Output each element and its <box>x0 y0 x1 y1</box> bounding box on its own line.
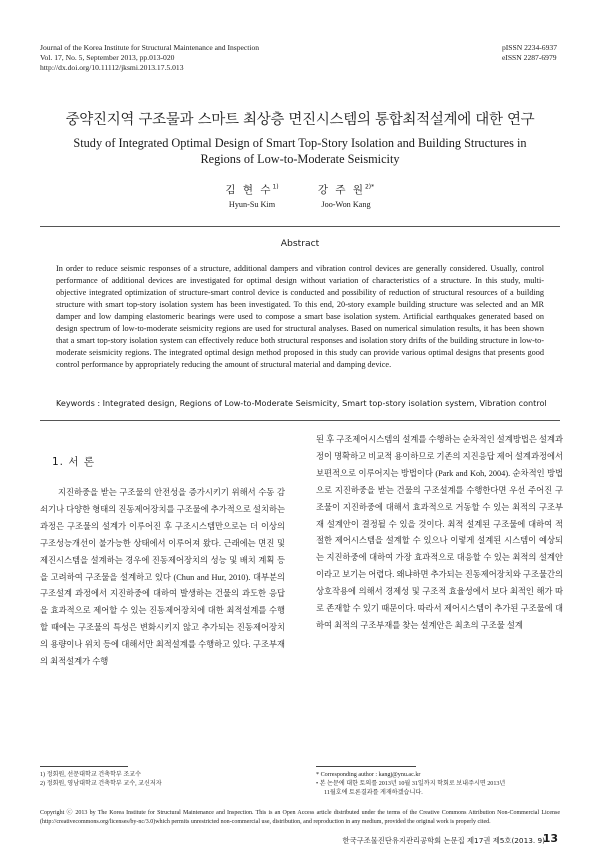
english-title: Study of Integrated Optimal Design of Smart Top-Story Isolation and Building Structures in Regions of Low-to-Moderate Seismicity <box>73 136 527 166</box>
intro-paragraph-left: 지진하중을 받는 구조물의 안전성을 증가시키기 위해서 수동 감쇠기나 다양한 형태의 진동제어장치를 구조물에 추가적으로 설치하는 과정은 구조물의 설계가 이루어진 후 구조시스템만으로는 더 이상의 구조성능개선이 불가능한 상태에서 이루어져 왔다. 근래에는 면진 및 제진시스템을 설계하는 경우에 진동제어장치의 성능 및 배치 계획 등을 고려하여 구조물을 설계하고 있다 (Chun and Hur, 2010). 대부분의 구조설계 과정에서 지진하중에 대하여 발생하는 건물의 과도한 응답을 효과적으로 제어할 수 있는 진동제어장치에 대한 최적설계를 수행할 때에는 구조물의 특성은 변화시키지 않고 추가되는 진동제어장치의 용량이나 위치 등에 대해서만 최적설계를 수행하고 있다. 구조부재의 최적설계가 수행 <box>40 488 285 667</box>
eissn: eISSN 2287-6979 <box>501 52 557 62</box>
corresponding-author-email[interactable]: * Corresponding author : kangj@ynu.ac.kr <box>316 772 421 778</box>
abstract-top-rule <box>40 226 560 227</box>
section-heading-introduction: 1. 서 론 <box>52 456 95 468</box>
copyright-notice: Copyright ⓒ 2013 by The Korea Institute for Structural Maintenance and Inspection. This is an Open Access article distributed under the terms of the Creative Commons Attribution Non-Commercial License (http://creativecommons.org/licenses/by-nc/3.0)which permits unrestricted non-commercial use, distribution, and reproduction in any medium, provided the original work is properly cited. <box>40 810 560 825</box>
author-2-name-ko: 강 주 원 <box>317 184 365 196</box>
author-affiliations <box>40 771 162 789</box>
pissn: pISSN 2234-6937 <box>501 43 557 52</box>
footnote-rule-right <box>316 766 416 767</box>
discussion-note-line-1: • 본 논문에 대한 토의를 2013년 10월 31일까지 학회로 보내주시면 2013년 <box>316 781 506 787</box>
page-number: 13 <box>542 832 558 845</box>
author-1 <box>212 182 292 209</box>
correspondence-notes <box>316 771 505 798</box>
issn-block <box>502 43 557 63</box>
abstract-heading: Abstract <box>280 238 320 249</box>
journal-header <box>40 43 259 72</box>
author-2 <box>301 182 391 209</box>
korean-title: 중약진지역 구조물과 스마트 최상층 면진시스템의 통합최적설계에 대한 연구 <box>65 112 535 128</box>
footer-journal: 한국구조물진단유지관리공학회 논문집 제17권 제5호(2013. 9) <box>342 836 545 845</box>
author-2-mark: 2)* <box>364 183 375 191</box>
body-column-left <box>40 485 285 671</box>
journal-name: Journal of the Korea Institute for Structural Maintenance and Inspection <box>40 43 260 52</box>
author-1-name-ko: 김 현 수 <box>225 184 273 196</box>
discussion-note-line-2: 11월호에 토론결과를 게재하겠습니다. <box>324 790 423 796</box>
affiliation-1: 1) 정회원, 선문대학교 건축학부 조교수 <box>40 772 141 778</box>
doi-link[interactable]: http://dx.doi.org/10.11112/jksmi.2013.17.5.013 <box>40 62 184 72</box>
abstract-bottom-rule <box>40 420 560 421</box>
author-2-name-en: Joo-Won Kang <box>321 200 371 209</box>
volume-info: Vol. 17, No. 5, September 2013, pp.013-020 <box>40 52 175 62</box>
intro-paragraph-right: 된 후 구조제어시스템의 설계를 수행하는 순차적인 설계방법은 설계과정이 명확하고 비교적 용이하므로 기존의 지진응답 제어 설계과정에서 보편적으로 이루어지는 방법이다 (Park and Koh, 2004). 순차적인 방법으로 지진하중을 받는 건물의 구조설계를 수행한다면 우선 주어진 구조물이 지진하중에 대해서 효과적으로 거동할 수 있는 최적의 구조부재 설계안이 결정될 수 있을 것이다. 최적 설계된 구조물에 대하여 적절한 제어시스템을 설계할 수 있으나 이렇게 설계된 시스템이 예상되는 지진하중에 대하여 가장 효과적으로 대응할 수 있는 최적의 설계안이라고 보기는 어렵다. 왜냐하면 추가되는 진동제어장치와 구조물간의 상호작용에 의해서 경제성 및 구조적 효율성에서 보다 최적인 해가 따로 존재할 수 있기 때문이다. 따라서 제어시스템이 추가된 구조물에 대하여 최적의 구조부재를 찾는 설계안은 최초의 구조물 설계 <box>316 435 563 630</box>
affiliation-2: 2) 정회원, 영남대학교 건축학부 교수, 교신저자 <box>40 781 162 787</box>
author-1-mark: 1) <box>272 183 279 191</box>
footnote-rule-left <box>40 766 128 767</box>
body-column-right <box>316 432 563 635</box>
author-1-name-en: Hyun-Su Kim <box>228 200 276 209</box>
keywords: Keywords : Integrated design, Regions of Low-to-Moderate Seismicity, Smart top-story isolation system, Vibration control <box>56 398 547 408</box>
abstract-body: In order to reduce seismic responses of a structure, additional dampers and vibration control devices are generally considered. Usually, control performance of additional devices are investigated for optimal design without variation of characteristics of a structure. In this study, multi-objective integrated optimization of structure-smart control device is conducted and possibility of reduction of structural resources of a building structure with smart top-story isolation system has been investigated. To this end, 20-story example building structure was selected and an MR damper and low damping elastomeric bearings were used to compose a smart base isolation system. Artificial earthquakes generated based on design spectrum of low-to-moderate seismicity regions are used for structural analyses. Based on numerical simulation results, it has been shown that a smart top-story isolation system can effectively reduce both structural responses and isolation story drifts of the building structure in low-to-moderate seismicity regions. The integrated optimal design method proposed in this study can provide various optimal designs that presents good control performance by appropriately reducing the amount of structural material and damping device. <box>56 264 544 369</box>
